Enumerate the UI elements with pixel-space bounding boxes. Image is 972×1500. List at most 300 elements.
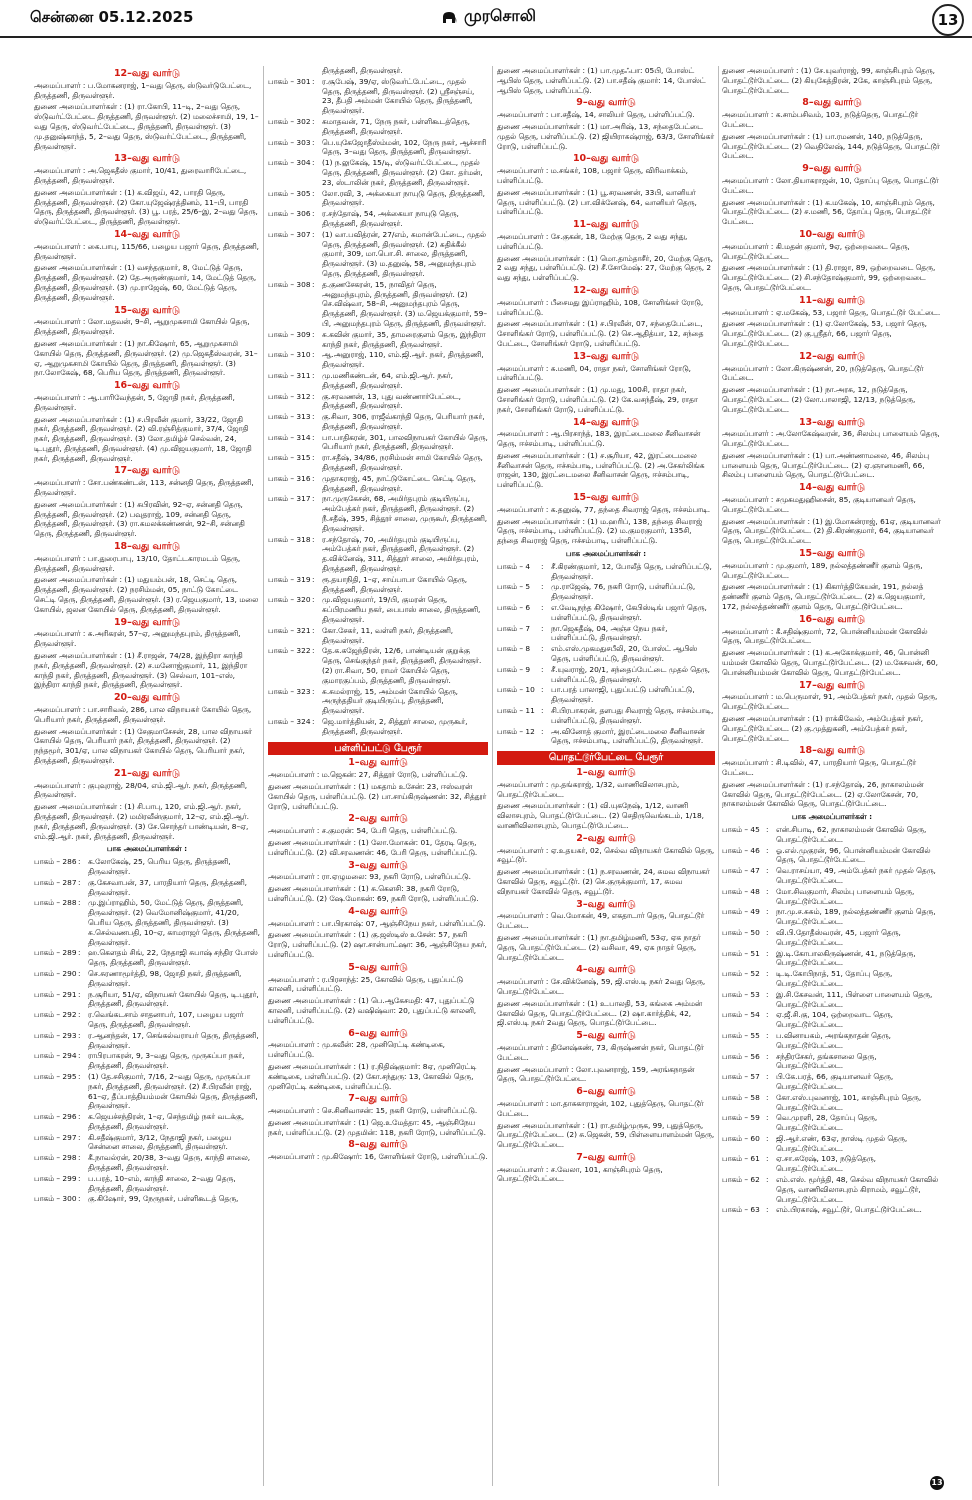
booth-holder: ர.ஆனந்தன், 17, செங்கல்வராயர் தெரு, திருத்தணி, திருவள்ளூர். bbox=[88, 1030, 259, 1050]
booth-number: பாகம் – 6 bbox=[497, 603, 531, 613]
booth-row bbox=[722, 969, 942, 989]
member-entry: துணை அமைப்பாளர்கள் : (1) சுபிரவின், 92–ஏ, சன்னதி தெரு, திருத்தணி, திருவள்ளூர். (2) பவுதராஜ், 109, சன்னதி தெரு, திருத்தணி, திருவள்ளூர். (3) ரா.கமலக்கண்ணன், 92–சி, சன்னதி தெரு, திருத்தணி, திருவள்ளூர். bbox=[34, 499, 245, 539]
booth-row bbox=[268, 138, 488, 158]
booth-holder: மு.விஜயகுமார், 19/பி, குமரன் தெரு, சுப்பிரமணிய நகர், பைபாஸ் சாலை, திருத்தணி, திருவள்ளூர். bbox=[322, 595, 481, 625]
edition-date: சென்னை 05.12.2025 bbox=[30, 8, 194, 26]
booth-number: பாகம் – 56 bbox=[722, 1051, 760, 1061]
booth-row bbox=[34, 969, 260, 989]
booth-holder: சுமாதவன், 71, நேரு நகர், பள்ளிகூடத்தெரு, திருத்தணி, திருவள்ளூர். bbox=[322, 116, 470, 136]
booth-row bbox=[722, 1031, 942, 1051]
colon-separator: : bbox=[78, 989, 81, 999]
booth-number: பாகம் – 297 bbox=[34, 1132, 77, 1142]
colon-separator: : bbox=[78, 1194, 81, 1204]
colon-separator: : bbox=[766, 927, 769, 937]
booth-holder: கு.சிவா, 306, ராஜீவ்காந்தி தெரு, பெரியார் நகர், திருத்தணி, திருவள்ளூர். bbox=[322, 412, 485, 431]
booth-row bbox=[722, 1113, 942, 1133]
member-entry: அமைப்பாளர் : மு.குமார், 189, நல்லத்தண்ணீர் குளம் தெரு, பொதட்டூர்பேட்டை. bbox=[722, 560, 923, 580]
booth-number: பாகம் – 55 bbox=[722, 1030, 760, 1040]
member-entry: துணை அமைப்பாளர்கள் : (1) ர.நிதிஷ்குமார்: 8ஏ, முனிரெட்டி கண்டிகை, பள்ளிப்பட்டு. (2) கோ.சந்துரு: 13, கோவில் தெரு, முனிரெட்டி கண்டிகை, பள்ளிப்பட்டு. bbox=[268, 1061, 477, 1091]
colon-separator bbox=[312, 66, 322, 76]
booth-number: பாகம் – 313 bbox=[268, 412, 311, 422]
member-entry: அமைப்பாளர் : தினேஷ்கண், 73, கிருஷ்ணன் நகர், பொதட்டூர் பேட்டை. bbox=[497, 1042, 704, 1062]
booth-number: பாகம் – 8 bbox=[497, 644, 531, 654]
town-banner: பள்ளிப்பட்டு பேரூர் bbox=[268, 742, 488, 756]
member-entry: துணை அமைப்பாளர்கள் : (1) நா.தமிழ்மணி, 53ஏ, ஏக நாதர் தெரு, பொதட்டூர்பேட்டை. (2) வசிவா, 49, ஏக நாதர் தெரு, பொதட்டூர்பேட்டை. bbox=[497, 932, 701, 962]
colon-separator: : bbox=[766, 1133, 769, 1143]
booth-number: பாகம் – 308 bbox=[268, 279, 311, 289]
colon-separator: : bbox=[312, 686, 315, 696]
member-entry: அமைப்பாளர் : ப.மோகனராஜ், 1–வது தெரு, ஸ்டுவர்டுபேட்டை, திருத்தணி, திருவள்ளூர். bbox=[34, 80, 252, 100]
booth-row bbox=[722, 887, 942, 907]
town-banner: பொதட்டூர்பேட்டை பேரூர் bbox=[497, 751, 715, 765]
booth-holder: மோ.சிவகுமார், சிலம்பு பாளையம் தெரு, பொதட்டூர்பேட்டை. bbox=[776, 886, 915, 906]
member-entry: அமைப்பாளர் : மு.கிஷோர்: 16, சோளிங்கர் ரோடு, பள்ளிப்பட்டு. bbox=[268, 1152, 488, 1162]
member-entry: துணை அமைப்பாளர்கள் : (1) ரா.தமிழ்முருக, 99, புதுத்தெரு, பொதட்டூர்பேட்டை. (2) சு.ஜெகன், 59, பிள்ளையாளம்மன் தெரு, பொதட்டூர்பேட்டை. bbox=[497, 1120, 715, 1150]
member-entry: அமைப்பாளர் : லோ.கிருஷ்ணன், 20, நடுத்தெரு, பொதட்டூர் பேட்டை. bbox=[722, 363, 924, 383]
member-entry: துணை அமைப்பாளர்கள் : (1) சீ.ராஜன், 74/28, இந்திரா காந்தி நகர், திருத்தணி, திருவள்ளூர். (2) ச.மனோஜ்குமார், 11, இந்திரா காந்தி நகர், திருத்தணி, திருவள்ளூர். (3) செல்வா, 101–எஸ், இந்திரா காந்தி நகர், திருத்தணி, திருவள்ளூர். bbox=[34, 651, 248, 690]
member-entry: துணை அமைப்பாளர்கள் : (1) ந.சரவணன், 24, சுமவ விநாயகர் கோவில் தெரு, சவூட்டூர். (2) செ.குருக்குமார், 17, சுமவ விநாயகர் கோவில் தெரு, சவூட்டூர். bbox=[497, 867, 710, 896]
colon-separator: : bbox=[312, 350, 315, 360]
booth-number: பாகம் – 63 bbox=[722, 1205, 760, 1215]
colon-separator: : bbox=[312, 453, 315, 463]
booth-row bbox=[722, 866, 942, 886]
booth-row bbox=[268, 412, 488, 432]
booth-row bbox=[722, 928, 942, 948]
booth-holder: பி.கே.பரத், 66, குடியானவர் தெரு, பொதட்டூர்பேட்டை. bbox=[776, 1072, 894, 1091]
member-entry: துணை அமைப்பாளர்கள் : (1) ச.பிரவீன், 07, சந்தைபேட்டை, சோளிங்கர் ரோடு, பள்ளிப்பட்டு. (2) செ.ஆதித்யா, 12, சந்தை பேட்டை, சோளிங்கர் ரோடு, பள்ளிப்பட்டு. bbox=[497, 319, 704, 348]
colon-separator: : bbox=[766, 1205, 769, 1215]
booth-row bbox=[268, 392, 488, 412]
member-entry: அமைப்பாளர் : ஆ.பாரிவேந்தன், 5, ஜோதி நகர், திருத்தணி, திருவள்ளூர். bbox=[34, 392, 235, 412]
booth-row bbox=[268, 189, 488, 209]
booth-number: பாகம் – 288 bbox=[34, 898, 77, 908]
colon-separator: : bbox=[312, 329, 315, 339]
member-entry: துணை அமைப்பாளர் : (1) சே.யுவர்ராஜ், 99, காஞ்சிபுரம் தெரு, பொதட்டூர்பேட்டை. (2) கியுகேத்திரன், 2கே, காஞ்சிபுரம் தெரு, பொதட்டூர்பேட்டை. bbox=[722, 66, 936, 95]
booth-number: பாகம் – 54 bbox=[722, 1010, 760, 1020]
colon-separator: : bbox=[312, 391, 315, 401]
booth-row bbox=[268, 474, 488, 494]
booth-row bbox=[34, 948, 260, 968]
booth-row bbox=[268, 433, 488, 453]
booth-row bbox=[34, 898, 260, 947]
ward-heading: 7–வது வார்டு bbox=[576, 1151, 636, 1163]
booth-row bbox=[34, 1174, 260, 1194]
member-entry: துணை அமைப்பாளர்கள் : (1) ச.பிரவீன் குமார், 33/22, ஜோதி நகர், திருத்தணி, திருவள்ளூர். (2) வி.ரஞ்சித்குமார், 37/4, ஜோதி நகர், திருத்தணி, திருவள்ளூர். (3) லோ.தமிழ்ச் செல்வன், 24, டி.புதூர், திருத்தணி, திருவள்ளூர். (4) மு.விஜயகுமார், 18, ஜோதி நகர், திருத்தணி, திருவள்ளூர். bbox=[34, 414, 252, 463]
column-divider bbox=[718, 66, 719, 1486]
member-entry: அமைப்பாளர் : சு.அரிகரன், 57–ஏ, அனுமந்தபுரம், திருத்தணி, திருவள்ளூர். bbox=[34, 629, 241, 649]
ward-heading: 4–வது வார்டு bbox=[576, 964, 636, 976]
booth-number: பாகம் – 49 bbox=[722, 907, 760, 917]
ward-heading: 15–வது வார்டு bbox=[572, 492, 640, 504]
colon-separator: : bbox=[78, 1132, 81, 1142]
colon-separator: : bbox=[312, 279, 315, 289]
masthead bbox=[440, 6, 536, 27]
booth-number: பாகம் – 10 bbox=[497, 685, 535, 695]
booth-holder: ப.வினாயகம், அரங்கநாதன் தெரு, பொதட்டூர்பேட்டை. bbox=[776, 1030, 891, 1050]
colon-separator: : bbox=[766, 907, 769, 917]
booth-holder: த.குணசேகரன், 15, நாவிதர் தெரு, அனுமந்தபுரம், திருத்தணி, திருவள்ளூர். (2) செ.விஷ்வா, 58–சி, அனுமந்தபுரம் தெரு, திருத்தணி, திருவள்ளூர். (3) ம.ஜெயக்குமார், 59–பி, அனுமந்தபுரம் தெரு, திருத்தணி, திருவள்ளூர். bbox=[322, 279, 488, 328]
colon-separator: : bbox=[541, 561, 544, 571]
booth-holder: டி.டி.கோபிநாத், 51, தோப்பு தெரு, பொதட்டூர்பேட்டை. bbox=[776, 969, 893, 988]
ward-heading: 4–வது வார்டு bbox=[348, 905, 408, 917]
booth-row bbox=[268, 595, 488, 624]
member-entry: அமைப்பாளர் : மு.தங்கராஜ், 1/32, வாணிவிலாசபுரம், பொதட்டூர்பேட்டை. bbox=[497, 779, 680, 799]
booth-holder: பெ.யுகேஜோதீஸ்ம்மன், 102, நேரு நகர், ஆச்சாரி தெரு, 3–வது தெரு, திருத்தணி, திருவள்ளூர். bbox=[322, 137, 487, 157]
booth-row bbox=[268, 77, 488, 116]
section-subheading: பாக அமைப்பாளர்கள் : bbox=[565, 549, 647, 559]
booth-holder: (1) தே.சசிகுமார், 7/16, 2–வது தெரு, முருகப்பா நகர், திருத்தணி, திருவள்ளூர். (2) சீ.பிரவீன் ராஜ், 61–ஏ, தீப்பாத்தியம்மன் கோயில் தெரு, திருத்தணி, திருவள்ளூர். bbox=[88, 1071, 258, 1111]
booth-holder: ரா.சதீஷ், 34/86, நரசிம்மன் சாமி கோயில் தெரு, திருத்தணி, திருவள்ளூர். bbox=[322, 453, 483, 473]
colon-separator: : bbox=[766, 845, 769, 855]
colon-separator: : bbox=[766, 1154, 769, 1164]
member-entry: துணை அமைப்பாளர்கள் : (1) பா.ரமணன், 140, நடுத்தெரு, பொதட்டூர்பேட்டை. (2) வெதிலேஷ், 144, நடுத்தெரு, பொதட்டூர் பேட்டை. bbox=[722, 131, 940, 161]
member-entry: துணை அமைப்பாளர்கள் : (1) ராக்கிவேல், அம்பேத்கர் நகர், பொதட்டூர்பேட்டை. (2) கு.முத்துகனி, அம்பேத்கர் நகர், பொதட்டூர்பேட்டை. bbox=[722, 714, 924, 743]
booth-holder: மு.ராஜேஷ், 76, நகரி ரோடு, பள்ளிப்பட்டு, திருவள்ளூர். bbox=[551, 582, 696, 602]
booth-holder: க.லோகேஷ், 25, பெரிய தெரு, திருத்தணி, திருவள்ளூர். bbox=[88, 857, 231, 876]
member-entry: அமைப்பாளர் : பா.பிரகாஷ்: 07, ஆஞ்சிநேய நகர், பள்ளிப்பட்டு. bbox=[268, 918, 486, 928]
booth-row bbox=[497, 624, 715, 644]
booth-number: பாகம் – 322 bbox=[268, 646, 311, 656]
ward-heading: 3–வது வார்டு bbox=[576, 898, 636, 910]
ward-heading: 7–வது வார்டு bbox=[348, 1093, 408, 1105]
booth-row bbox=[497, 706, 715, 726]
booth-number: பாகம் – 321 bbox=[268, 625, 311, 635]
booth-row bbox=[722, 990, 942, 1010]
member-entry: அமைப்பாளர் : ம.பெருமாள், 91, அம்பேத்கர் நகர், முதல் தெரு, பொதட்டூர்பேட்டை. bbox=[722, 692, 938, 712]
member-entry: துணை அமைப்பாளர்கள் : (1) ம.ஹரிப், 138, தந்தை சிவராஜ் தெரு, ஈச்சம்பாடி, பள்ளிப்பட்டு. (2) ம.குமரகுமார், 135சி, தந்தை சிவராஜ் தெரு, ஈச்சம்பாடி, பள்ளிப்பட்டு. bbox=[497, 516, 703, 546]
booth-number: பாகம் – 323 bbox=[268, 686, 311, 696]
colon-separator: : bbox=[541, 726, 544, 736]
member-entry: துணை அமைப்பாளர்கள் : (1) கு.ஜஸ்டிஸ் உசேன்: 57, நகரி ரோடு, பள்ளிப்பட்டு. (2) ஷா.சான்பாட்ஷா: 36, ஆஞ்சிநேய நகர், பள்ளிப்பட்டு. bbox=[268, 930, 487, 959]
member-entry: துணை அமைப்பாளர்கள் : (1) லோ.மோகன்: 01, தேரடி தெரு, பள்ளிப்பட்டு. (2) வி.சரவணன்: 46, பேரி தெரு, பள்ளிப்பட்டு. bbox=[268, 837, 478, 857]
colon-separator: : bbox=[766, 1113, 769, 1123]
colon-separator: : bbox=[766, 969, 769, 979]
booth-number: பாகம் – 299 bbox=[34, 1173, 77, 1183]
colon-separator: : bbox=[78, 857, 81, 867]
booth-holder: மு.இப்ராஹிம், 50, மேட்டுத் தெரு, திருத்தணி, திருவள்ளூர். (2) வெமோனிஷ்குமார், 41/20, பெரிய தெரு, திருத்தணி, திருவள்ளூர். (3) சு.செல்வணபதி, 10–ஏ, காமராஜர் தெரு, திருத்தணி, திருவள்ளூர். bbox=[88, 898, 260, 947]
ward-heading: 9–வது வார்டு bbox=[802, 163, 862, 175]
booth-row bbox=[34, 990, 260, 1010]
colon-separator: : bbox=[766, 1092, 769, 1102]
ward-heading: 6–வது வார்டு bbox=[576, 1086, 636, 1098]
ward-heading: 13–வது வார்டு bbox=[572, 350, 640, 362]
page-header bbox=[0, 0, 972, 38]
booth-holder: கோ.எஸ்.புவனாஜ், 101, காஞ்சிபுரம் தெரு, பொதட்டூர்பேட்டை. bbox=[776, 1092, 922, 1112]
booth-row bbox=[34, 857, 260, 877]
booth-row bbox=[268, 330, 488, 350]
booth-number: பாகம் – 11 bbox=[497, 706, 535, 716]
booth-number: பாகம் – 9 bbox=[497, 664, 531, 674]
member-entry: அமைப்பாளர் : கி.மதன் குமார், 9ஏ, ஒற்றைவடை தெரு, பொதட்டூர்பேட்டை. bbox=[722, 241, 910, 261]
column-3 bbox=[497, 66, 715, 1486]
colon-separator: : bbox=[78, 877, 81, 887]
booth-row bbox=[34, 1153, 260, 1173]
member-entry: துணை அமைப்பாளர்கள் : (1) சி.பாபு, 120, எம்.ஜி.ஆர். நகர், திருத்தணி, திருவள்ளூர். (2) மமிரவீன்குமார், 12–ஏ, எம்.ஜி.ஆர். நகர், திருத்தணி, திருவள்ளூர். (3) சே.சொந்தர் பாண்டியன், 8–ஏ, எம்.ஜி.ஆர். நகர், திருத்தணி, திருவள்ளூர். bbox=[34, 802, 249, 841]
member-entry: அமைப்பாளர் : செ.சினிவாசன்: 15, நகரி ரோடு, பள்ளிப்பட்டு. bbox=[268, 1106, 478, 1116]
colon-separator: : bbox=[78, 1030, 81, 1040]
booth-holder: கி.சதீஷ்குமார், 3/12, நேதாஜி நகர், பழைய சென்னை சாலை, திருத்தணி, திருவள்ளூர். bbox=[88, 1132, 232, 1152]
booth-row bbox=[34, 1072, 260, 1111]
booth-holder: ஜெ.மார்த்தியன், 2, சித்தூர் சாலை, முருகூர், திருத்தணி, திருவள்ளூர். bbox=[322, 717, 468, 736]
ward-heading: 1–வது வார்டு bbox=[576, 767, 636, 778]
colon-separator: : bbox=[766, 1030, 769, 1040]
colon-separator: : bbox=[78, 968, 81, 978]
booth-row bbox=[497, 582, 715, 602]
booth-number: பாகம் – 295 bbox=[34, 1071, 77, 1081]
booth-number: பாகம் – 303 bbox=[268, 137, 311, 147]
booth-number: பாகம் – 309 bbox=[268, 329, 311, 339]
booth-number: பாகம் – 301 bbox=[268, 76, 311, 86]
booth-number: பாகம் – 47 bbox=[722, 866, 760, 876]
member-entry: துணை அமைப்பாளர்கள் : (1) க.அகோக்குமார், 46, பொன்னி யம்மன் கோவில் தெரு, பொதட்டூர்பேட்டை. (2) ம.கேசவன், 60, பொன்னியம்மன் கோவில் தெரு, பொதட்டூர்பேட்டை. bbox=[722, 648, 938, 677]
booth-number: பாகம் – 311 bbox=[268, 370, 311, 380]
booth-row bbox=[722, 949, 942, 969]
member-entry: அமைப்பாளர் : வெ.மோகன், 49, எகதாடார் தெரு, பொதட்டூர் பேட்டை. bbox=[497, 911, 705, 931]
booth-holder: எ.வேடிநந்த கிஷோர், கேபிஸ்டிங் பஜார் தெரு, பள்ளிப்பட்டு, திருவள்ளூர். bbox=[551, 603, 707, 622]
booth-row bbox=[268, 158, 488, 187]
booth-number: பாகம் – 7 bbox=[497, 623, 531, 633]
member-entry: துணை அமைப்பாளர்கள் : (1) கிகார்த்திகேயன், 191, நல்லத் தண்ணீர் குளம் தெரு, பொதட்டூர்பேட்டை. (2) க.ஜெயகுமார், 172, நல்லத்தண்ணீர் குளம் தெரு, பொதட்டூர்பேட்டை. bbox=[722, 582, 926, 612]
booth-number: பாகம் – 45 bbox=[722, 824, 760, 834]
ward-heading: 2–வது வார்டு bbox=[348, 813, 408, 825]
booth-row bbox=[34, 1010, 260, 1030]
colon-separator: : bbox=[766, 866, 769, 876]
booth-number: பாகம் – 291 bbox=[34, 989, 77, 999]
colon-separator: : bbox=[312, 625, 315, 635]
colon-separator: : bbox=[541, 685, 544, 695]
booth-number: பாகம் – 48 bbox=[722, 886, 760, 896]
member-entry: அமைப்பாளர் : பா.சதீஷ், 14, சாலியர் தெரு, பள்ளிப்பட்டு. bbox=[497, 110, 695, 120]
member-entry: துணை அமைப்பாளர்கள் : (1) பெ.ஆகேசமதி: 47, புதுப்பட்டு காலனி, பள்ளிப்பட்டு. (2) வஷிஷ்வா: 20, புதுப்பட்டு காலனி, பள்ளிப்பட்டு. bbox=[268, 996, 477, 1025]
member-entry: துணை அமைப்பாளர்கள் : (1) பூ.சரவணன், 33பி, வானியர் தெரு, பள்ளிப்பட்டு. (2) பா.விக்னேஷ், 64, வானியர் தெரு, பள்ளிப்பட்டு. bbox=[497, 187, 697, 217]
booth-number: பாகம் – 305 bbox=[268, 188, 311, 198]
booth-row bbox=[268, 646, 488, 685]
member-entry: அமைப்பாளர் : லோ.மதவன், 9–சி, ஆறுமுகசாமி கோயில் தெரு, திருத்தணி, திருவள்ளூர். bbox=[34, 317, 250, 337]
booth-number: பாகம் – 4 bbox=[497, 561, 531, 571]
colon-separator: : bbox=[766, 824, 769, 834]
booth-row bbox=[722, 825, 942, 845]
colon-separator: : bbox=[766, 1010, 769, 1020]
booth-number: பாகம் – 57 bbox=[722, 1072, 760, 1082]
booth-holder: என்.சிபாடி, 62, நாகாலம்மன் கோவில் தெரு, பொதட்டூர்பேட்டை. bbox=[776, 824, 927, 844]
booth-number: பாகம் – 315 bbox=[268, 453, 311, 463]
colon-separator: : bbox=[312, 473, 315, 483]
booth-row bbox=[497, 685, 715, 705]
ward-heading: 18–வது வார்டு bbox=[798, 745, 866, 757]
ward-heading: 3–வது வார்டு bbox=[348, 859, 408, 871]
ward-heading: 17–வது வார்டு bbox=[798, 679, 866, 691]
colon-separator: : bbox=[766, 1072, 769, 1082]
member-entry: துணை அமைப்பாளர்கள் : (1) மொ.தாம்தாசீர், 20, மேற்கு தெரு, 2 வது சந்து, பள்ளிப்பட்டு. (2) சீ.சோமேஷ்: 27, மேற்கு தெரு, 2 வது சந்து, பள்ளிப்பட்டு. bbox=[497, 253, 713, 283]
colon-separator: : bbox=[78, 1112, 81, 1122]
booth-holder: ரூ.தயாநிதி, 1–ஏ, சாய்பாபா கோயில் தெரு, திருத்தணி, திருவள்ளூர். bbox=[322, 574, 468, 594]
colon-separator: : bbox=[541, 623, 544, 633]
member-entry: துணை அமைப்பாளர்கள் : (1) ஏ.லோகேஷ், 53, பஜார் தெரு, பொதட்டூர்பேட்டை. (2) கு.ஸ்ரீதர், 66, பஜார் தெரு, பொதட்டூர்பேட்டை. bbox=[722, 319, 927, 348]
booth-holder: ர.சூபேஷ், 39/ஏ, ஸ்டுவர்ட்பேட்டை, முதல் தெரு, திருத்தணி, திருவள்ளூர். (2) ஸ்ரீசஞ்சய், 23, தீபதி அம்மன் கோயில் தெரு, திருத்தணி, திருவள்ளூர். bbox=[322, 76, 475, 116]
member-entry: அமைப்பாளர் : அ.லோகேஷ்வரன், 36, சிலம்பு பாளையம் தெரு, பொதட்டூர்பேட்டை. bbox=[722, 429, 940, 449]
member-entry: அமைப்பாளர் : லோ.தியாகராஜன், 10, தோப்பு தெரு, பொதட்டூர் பேட்டை. bbox=[722, 175, 939, 195]
booth-number: பாகம் – 320 bbox=[268, 595, 311, 605]
member-entry: அமைப்பாளர் : சே.விக்னேஷ், 59, ஜி.எஸ்.டி நகர் 2வது தெரு, பொதட்டூர்பேட்டை. bbox=[497, 977, 706, 996]
booth-number: பாகம் – 314 bbox=[268, 432, 311, 442]
ward-heading: 14–வது வார்டு bbox=[113, 228, 181, 240]
ward-heading: 15–வது வார்டு bbox=[113, 304, 181, 316]
member-entry: துணை அமைப்பாளர்கள் : (1) மகதாம் உசேன்: 23, ஈஸ்வரன் கோயில் தெரு, பள்ளிப்பட்டு. (2) பா.சாய்கிருஷ்ணன்: 32, சித்தூர் ரோடு, பள்ளிப்பட்டு. bbox=[268, 781, 487, 811]
booth-holder: கு.கேசவாபன், 37, பாரதியார் தெரு, திருத்தணி, திருவள்ளூர். bbox=[88, 877, 247, 897]
colon-separator: : bbox=[312, 595, 315, 605]
member-entry: துணை அமைப்பாளர்கள் : (1) ரா.கோபி, 11–டி, 2–வது தெரு, ஸ்டுவர்ட்பேட்டை திருத்தணி, திருவள்ளூர். (2) மலைச்சாமி, 19, 1–வது தெரு, ஸ்டுவர்ட்பேட்டை, திருத்தணி, திருவள்ளூர். (3) மு.தனுஷ்காந்த், 5, 2–வது தெரு, ஸ்டுவர்ட்பேட்டை, திருத்தணி, திருவள்ளூர். bbox=[34, 102, 259, 151]
booth-holder: கீ.நாவல்ரன், 20/38, 3–வது தெரு, காந்தி சாலை, திருத்தணி, திருவள்ளூர். bbox=[88, 1153, 251, 1173]
ward-heading: 10–வது வார்டு bbox=[572, 153, 640, 165]
member-entry: அமைப்பாளர் : பீசைமது இப்ராஹிம், 108, சோளிங்கர் ரோடு, பள்ளிப்பட்டு. bbox=[497, 297, 704, 317]
booth-holder: ர.வெங்கடசாம் சாதனாபர், 107, பழைய பஜார் தெரு, திருத்தணி, திருவள்ளூர். bbox=[88, 1010, 244, 1029]
booth-holder: (1) ந.லுகேஷ், 15/டி, ஸ்டுவர்ட்பேட்டை, முதல் தெரு, திருத்தணி, திருவள்ளூர். (2) கோ. தர்மன், 23, ஸ்டாலின் நகர், திருத்தணி, திருவள்ளூர். bbox=[322, 158, 483, 187]
booth-holder: ராபிரபாகரன், 9, 3–வது தெரு, முருகப்பா நகர், திருத்தணி, திருவள்ளூர். bbox=[88, 1051, 245, 1071]
booth-holder: அ.வினோத் குமார், இரட்டைமலை சீனிவாசன் தெரு, ஈச்சம்பாடி, பள்ளிப்பட்டு, திருவள்ளூர். bbox=[551, 726, 705, 746]
booth-holder: ஜி.ஆர்.எண், 63ஏ, நாஸ்டி முதல் தெரு, பொதட்டூர்பேட்டை. bbox=[776, 1133, 908, 1153]
ward-heading: 13–வது வார்டு bbox=[798, 416, 866, 428]
member-entry: துணை அமைப்பாளர்கள் : (1) நா.அரசு, 12, நடுத்தெரு, பொதட்டூர்பேட்டை. (2) லோ.பாலாஜி, 12/13, நடுத்தெரு, பொதட்டூர்பேட்டை. bbox=[722, 385, 916, 414]
booth-number: பாகம் – 50 bbox=[722, 927, 760, 937]
booth-number: பாகம் – 300 bbox=[34, 1194, 77, 1204]
booth-holder: கு.சரவணன், 13, புது வண்ணார்பேட்டை, திருத்தணி, திருவள்ளூர். bbox=[322, 391, 461, 411]
member-entry: துணை அமைப்பாளர்கள் : (1) தி.ராஜா, 89, ஒற்றைவடை தெரு, பொதட்டூர்பேட்டை. (2) சி.சந்தோஷ்குமார், 99, ஒற்றைவடை தெரு, பொதட்டூர்பேட்டை. bbox=[722, 263, 936, 292]
member-entry: துணை அமைப்பாளர்கள் : (1) பா.அண்ணாமலை, 46, சிலம்பு பாளையம் தெரு, பொதட்டூர்பேட்டை. (2) ஏ.ஞானமணி, 66, சிலம்பு பாளையம் தெரு, பொதட்டூர்பேட்டை. bbox=[722, 450, 929, 480]
booth-holder: நா.முருகேசன், 68, அமிர்தபுரம் குடியிருப்பு, அம்பேத்கர் நகர், திருத்தணி, திருவள்ளூர். (2) நீ.சதீஷ், 395, சித்தூர் சாலை, முருகூர், திருத்தணி, திருவள்ளூர். bbox=[322, 494, 488, 533]
member-entry: துணை அமைப்பாளர்கள் : (1) நா.கிஷோர், 65, ஆறுமுகசாமி கோயில் தெரு, திருத்தணி, திருவள்ளூர். (2) மு.ஜெகதீஸ்வரன், 31–ஏ, ஆறுமுகசாமி கோயில் தெரு, திருத்தணி, திருவள்ளூர். (3) நா.லோகேஷ், 68, பெரிய தெரு, திருத்தணி, திருவள்ளூர். bbox=[34, 338, 258, 378]
colon-separator: : bbox=[312, 534, 315, 544]
member-entry: அமைப்பாளர் : சு.மணி, 04, ராதா நகர், சோளிங்கர் ரோடு, பள்ளிப்பட்டு. bbox=[497, 363, 692, 383]
member-entry: துணை அமைப்பாளர்கள் : (1) மதுயம்பன், 18, செட்டி தெரு, திருத்தணி, திருவள்ளூர். (2) நரசிம்மன், 05, நாட்டு கோட்டை செட்டி தெரு, திருத்தணி, திருவள்ளூர். (3) ர.ஜெயகுமார், 13, மலை கோயில், ஜலன கோயில் தெரு, திருத்தணி, திருவள்ளூர். bbox=[34, 575, 259, 614]
colon-separator: : bbox=[541, 644, 544, 654]
colon-separator: : bbox=[78, 1051, 81, 1061]
colon-separator: : bbox=[312, 574, 315, 584]
booth-holder: க.ஜெயச்சந்திரன், 1–ஏ, செந்தமிழ் நகர் வடக்கு, திருத்தணி, திருவள்ளூர். bbox=[88, 1112, 245, 1131]
booth-holder: திருத்தணி, திருவள்ளூர். bbox=[322, 66, 403, 75]
booth-number: பாகம் – 5 bbox=[497, 582, 531, 592]
member-entry: அமைப்பாளர் : ம.சங்கர், 108, பஜார் தெரு, விரிவாக்கம், பள்ளிப்பட்டு. bbox=[497, 166, 688, 185]
member-entry: துணை அமைப்பாளர்கள் : (1) ஜெ.உமேத்தா: 45, ஆஞ்சிநேய நகர், பள்ளிப்பட்டு. (2) முதமின்: 118, நகரி ரோடு, பள்ளிப்பட்டு. bbox=[268, 1117, 486, 1137]
booth-holder: ப.பரத், 10–எம், காந்தி சாலை, 2–வது தெரு, திருத்தணி, திருவள்ளூர். bbox=[88, 1173, 236, 1193]
ward-heading: 12–வது வார்டு bbox=[798, 350, 866, 362]
booth-row bbox=[497, 727, 715, 747]
footer-page-number: 13 bbox=[930, 1476, 944, 1490]
colon-separator: : bbox=[78, 948, 81, 958]
ward-heading: 5–வது வார்டு bbox=[576, 1030, 636, 1042]
ward-heading: 21–வது வார்டு bbox=[113, 767, 181, 779]
booth-holder: செ.சுரணாமூர்த்தி, 98, ஜோதி நகர், திருத்தணி, திருவள்ளூர். bbox=[88, 968, 242, 988]
ward-heading: 13–வது வார்டு bbox=[113, 153, 181, 165]
booth-holder: சி.பிரபாகரன், தளபது சிவராஜ் தெரு, ஈச்சம்பாடி, பள்ளிப்பட்டு, திருவள்ளூர். bbox=[551, 706, 714, 725]
colon-separator: : bbox=[312, 229, 315, 239]
column-1 bbox=[34, 66, 260, 1486]
section-subheading: பாக அமைப்பாளர்கள் : bbox=[791, 812, 873, 822]
colon-separator: : bbox=[541, 664, 544, 674]
booth-number: பாகம் – 318 bbox=[268, 534, 311, 544]
member-entry: அமைப்பாளர் : ரா.ஏழுமலை: 93, நகரி ரோடு, பள்ளிப்பட்டு. bbox=[268, 872, 471, 882]
booth-row bbox=[268, 117, 488, 137]
booth-holder: வெ.ராசய்யா, 49, அம்பேத்கர் நகர் முதல் தெரு, பொதட்டூர்பேட்டை. bbox=[776, 866, 936, 885]
booth-holder: எம்.எஸ். மூர்த்தி, 48, செல்வ விநாயகர் கோவில் தெரு, வாணிவிலாசபுரம் கிராமம், சவூட்டூர், பொதட்டூர்பேட்டை. bbox=[776, 1175, 939, 1204]
booth-number: பாகம் – 46 bbox=[722, 845, 760, 855]
booth-row bbox=[268, 626, 488, 646]
booth-row bbox=[268, 280, 488, 329]
booth-number: பாகம் – 60 bbox=[722, 1133, 760, 1143]
member-entry: அமைப்பாளர் : சே.குகன், 18, மேற்கு தெரு, 2 வது சந்து, பள்ளிப்பட்டு. bbox=[497, 231, 688, 251]
booth-row bbox=[497, 644, 715, 664]
column-2 bbox=[268, 66, 488, 1486]
booth-row bbox=[268, 687, 488, 716]
member-entry: துணை அமைப்பாளர்கள் : (1) வசந்தகுமார், 8, மேட்டுத் தெரு, திருத்தணி, திருவள்ளூர். (2) தே.அருண்குமார், 14, மேட்டுத் தெரு, திருத்தணி, திருவள்ளூர். (3) மு.ராஜேஷ், 60, மேட்டுத் தெரு, திருத்தணி, திருவள்ளூர். bbox=[34, 263, 257, 302]
member-entry: துணை அமைப்பாளர்கள் : (1) க.விஜய், 42, பாரதி தெரு, திருத்தணி, திருவள்ளூர். (2) கோ.யுஜேஷ்ரத்தினம், 11–பி, பாரதி தெரு, திருத்தணி, திருவள்ளூர். (3) பூ. பரத், 25/6–இ, 2–வது தெரு, ஸ்டுவர்ட்பேட்டை, திருத்தணி, திருவள்ளூர். bbox=[34, 187, 258, 227]
colon-separator: : bbox=[312, 137, 315, 147]
booth-row bbox=[268, 494, 488, 533]
booth-holder: பா.பாதிகரன், 301, பாலவிநாயகர் கோயில் தெரு, பெரியார் நகர், திருத்தணி, திருவள்ளூர். bbox=[322, 432, 488, 452]
colon-separator: : bbox=[312, 116, 315, 126]
booth-row bbox=[722, 1072, 942, 1092]
member-entry: துணை அமைப்பாளர்கள் : (1) சு.கௌசி: 38, நகரி ரோடு, பள்ளிப்பட்டு. (2) ஷே.மோகன்: 69, நகரி ரோடு, பள்ளிப்பட்டு. bbox=[268, 884, 479, 903]
member-entry: அமைப்பாளர் : ச.குமரன்: 54, பேரி தெரு, பள்ளிப்பட்டு. bbox=[268, 826, 458, 836]
booth-row bbox=[34, 1112, 260, 1132]
booth-row bbox=[722, 1205, 942, 1215]
colon-separator: : bbox=[312, 158, 315, 168]
booth-number: பாகம் – 289 bbox=[34, 948, 77, 958]
booth-holder: லோ.ரவி, 3, அக்கையா நாயுடு தெரு, திருத்தணி, திருவள்ளூர். bbox=[322, 188, 486, 208]
booth-row bbox=[268, 575, 488, 595]
booth-number: பாகம் – 61 bbox=[722, 1154, 760, 1164]
ward-heading: 2–வது வார்டு bbox=[576, 832, 636, 844]
colon-separator: : bbox=[78, 1153, 81, 1163]
colon-separator: : bbox=[78, 898, 81, 908]
booth-holder: கோ.சேகர், 11, வள்ளி நகர், திருத்தணி, திருவள்ளூர். bbox=[322, 625, 454, 645]
booth-holder: சு.கவின் குமார், 35, தாமரைகுளம் தெரு, இந்திரா காந்தி நகர், திருத்தணி, திருவள்ளூர். bbox=[322, 329, 486, 349]
booth-holder: இ.டி.கோபாலகிருஷ்ணன், 41, நடுத்தெரு, பொதட்டூர்பேட்டை. bbox=[776, 948, 916, 968]
booth-row bbox=[268, 535, 488, 574]
ward-heading: 11–வது வார்டு bbox=[798, 294, 866, 306]
column-divider bbox=[263, 66, 264, 1486]
booth-number: பாகம் – 53 bbox=[722, 989, 760, 999]
ward-heading: 20–வது வார்டு bbox=[113, 692, 181, 704]
booth-holder: கு.கிஷோர், 99, நேருநகர், பள்ளிகூடத் தெரு, bbox=[88, 1194, 239, 1204]
member-entry: துணை அமைப்பாளர்கள் : (1) மு.மது, 100சி, ராதா நகர், சோளிங்கர் ரோடு, பள்ளிப்பட்டு. (2) கே.வசந்தீஷ், 29, ராதா நகர், சோளிங்கர் ரோடு, பள்ளிப்பட்டு. bbox=[497, 385, 698, 414]
member-entry: அமைப்பாளர் : ஆ.பிரசாந்த், 183, இரட்டைமலை சீனிவாசன் தெரு, ஈச்சம்பாடி, பள்ளிப்பட்டு. bbox=[497, 429, 701, 449]
member-entry: அமைப்பாளர் : அ.ஜெகதீஸ் குமார், 10/41, துரைவாரிபேட்டை, திருத்தணி, திருவள்ளூர். bbox=[34, 166, 247, 185]
booth-row bbox=[268, 66, 488, 76]
booth-row bbox=[722, 1052, 942, 1072]
member-entry: துணை அமைப்பாளர் : லோ.புவனராஜ், 159, அரங்கநாதன் தெரு, பொதட்டூர்பேட்டை. bbox=[497, 1064, 695, 1084]
section-subheading: பாக அமைப்பாளர்கள் : bbox=[106, 844, 188, 854]
member-entry: அமைப்பாளர் : கை.பாபு, 115/66, பழைய பஜார் தெரு, திருத்தணி, திருவள்ளூர். bbox=[34, 241, 259, 261]
booth-row bbox=[268, 350, 488, 370]
booth-holder: ஆ.அனுராஜ், 110, எம்.ஜி.ஆர். நகர், திருத்தணி, திருவள்ளூர். bbox=[322, 350, 484, 370]
booth-row bbox=[268, 209, 488, 229]
colon-separator: : bbox=[312, 209, 315, 219]
colon-separator: : bbox=[541, 582, 544, 592]
ward-heading: 8–வது வார்டு bbox=[348, 1139, 408, 1151]
booth-row bbox=[722, 907, 942, 927]
booth-holder: ஏ.ஜீ.சி.கு, 104, ஒற்றைவாட தெரு, பொதட்டூர்பேட்டை. bbox=[776, 1010, 893, 1030]
booth-number: பாகம் – 319 bbox=[268, 574, 311, 584]
member-entry: துணை அமைப்பாளர்கள் : (1) ச.சூரியா, 42, இரட்டைமலை சீனிவாசன் தெரு, ஈச்சம்பாடி, பள்ளிப்பட்டு. (2) அ.சேகர்லிங்க ராஜன், 130, இரட்டைமலை சீனிவாசன் தெரு, ஈச்சம்பாடி, பள்ளிப்பட்டு. bbox=[497, 450, 705, 490]
booth-holder: ஏ.சா.சுரேஷ், 103, நடுத்தெரு, பொதட்டூர்பேட்டை. bbox=[776, 1154, 876, 1174]
booth-holder: ந.சூரியா, 51/ஏ, விநாயகர் கோயில் தெரு, டி.புதூர், திருத்தணி, திருவள்ளூர். bbox=[88, 989, 259, 1009]
booth-number: பாகம் – 58 bbox=[722, 1092, 760, 1102]
booth-number: பாகம் – 317 bbox=[268, 494, 311, 504]
booth-holder: வி.பி.தோதீஸ்வரன், 45, பஜார் தெரு, பொதட்டூர்பேட்டை. bbox=[776, 927, 901, 947]
ward-heading: 15–வது வார்டு bbox=[798, 548, 866, 560]
page-number-badge: 13 bbox=[932, 4, 964, 36]
booth-holder: ர.சந்தோஷ், 70, அமிர்தபுரம் குடியிருப்பு, அம்பேத்கர் நகர், திருத்தணி, திருவள்ளூர். (2) த.விக்னேஷ், 311, சித்தூர் சாலை, அமிர்தபுரம், திருத்தணி, திருவள்ளூர். bbox=[322, 534, 479, 574]
